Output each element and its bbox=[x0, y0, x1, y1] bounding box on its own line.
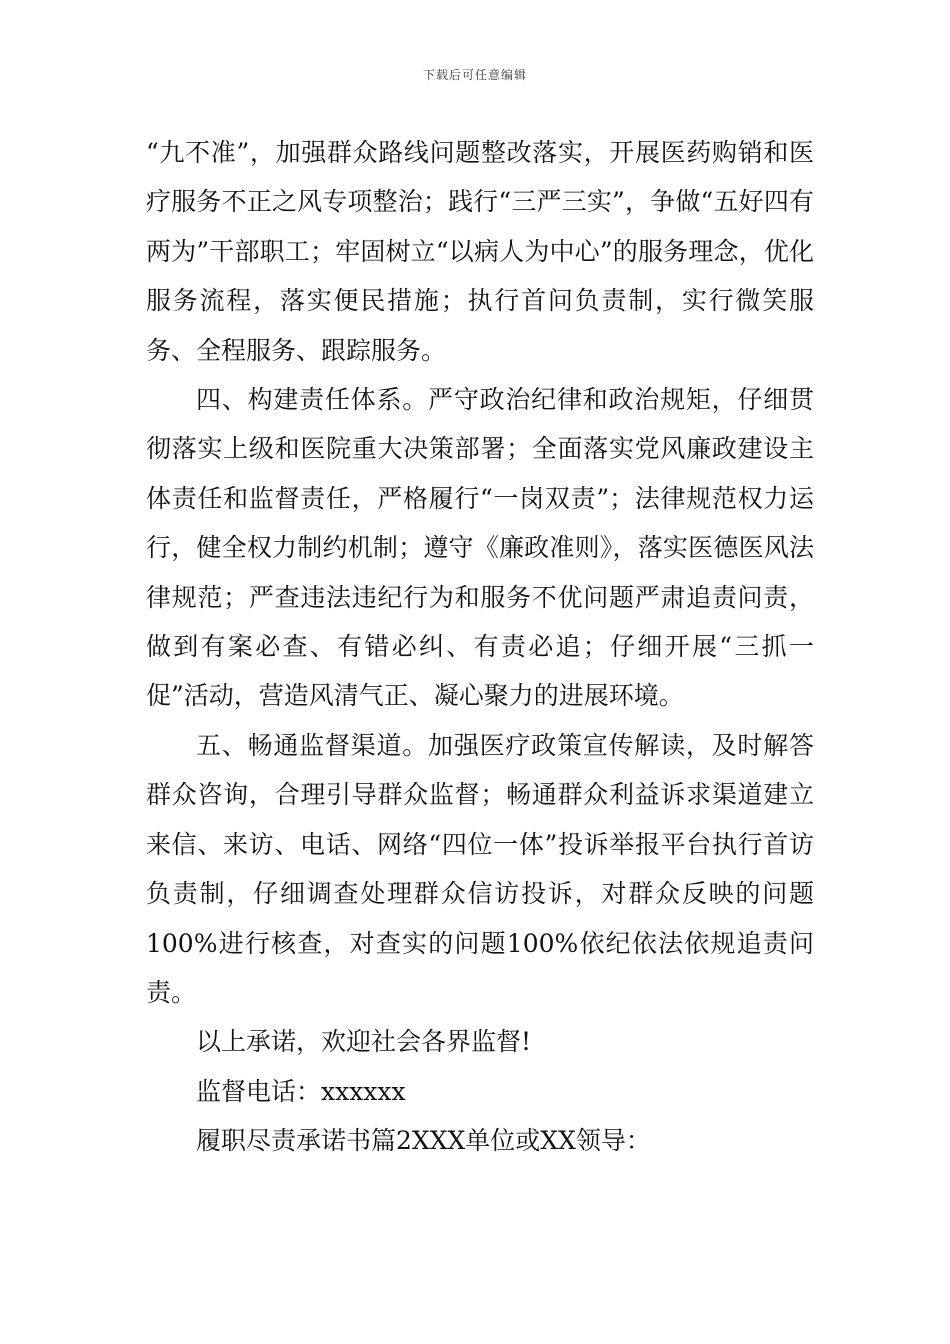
paragraph-section-five: 五、畅通监督渠道。加强医疗政策宣传解读，及时解答群众咨询，合理引导群众监督；畅通群众利益诉求渠道建立来信、来访、电话、网络“四位一体”投诉举报平台执行首访负责制，仔细调查处理群众信访投诉，对群众反映的问题100%进行核查，对查实的问题100%依纪依法依规追责问责。 bbox=[146, 730, 814, 1007]
paragraph-section-four: 四、构建责任体系。严守政治纪律和政治规矩，仔细贯彻落实上级和医院重大决策部署；全面落实党风廉政建设主体责任和监督责任，严格履行“一岗双责”；法律规范权力运行，健全权力制约机制；遵守《廉政准则》，落实医德医风法律规范；严查违法违纪行为和服务不优问题严肃追责问责，做到有案必查、有错必纠、有责必追；仔细开展“三抓一促”活动，营造风清气正、凝心聚力的进展环境。 bbox=[146, 385, 814, 711]
paragraph-closing-pledge: 以上承诺，欢迎社会各界监督! bbox=[196, 1027, 532, 1057]
paragraph-next-heading: 履职尽责承诺书篇2XXX单位或XX领导： bbox=[196, 1126, 651, 1156]
page-header-note: 下载后可任意编辑 bbox=[422, 68, 527, 82]
paragraph-continuation: “九不准”，加强群众路线问题整改落实，开展医药购销和医疗服务不正之风专项整治；践行“三严三实”，争做“五好四有两为”干部职工；牢固树立“以病人为中心”的服务理念，优化服务流程，落实便民措施；执行首问负责制，实行微笑服务、全程服务、跟踪服务。 bbox=[146, 138, 814, 365]
document-body bbox=[146, 128, 814, 1166]
paragraph-supervision-phone: 监督电话：xxxxxx bbox=[196, 1076, 406, 1106]
